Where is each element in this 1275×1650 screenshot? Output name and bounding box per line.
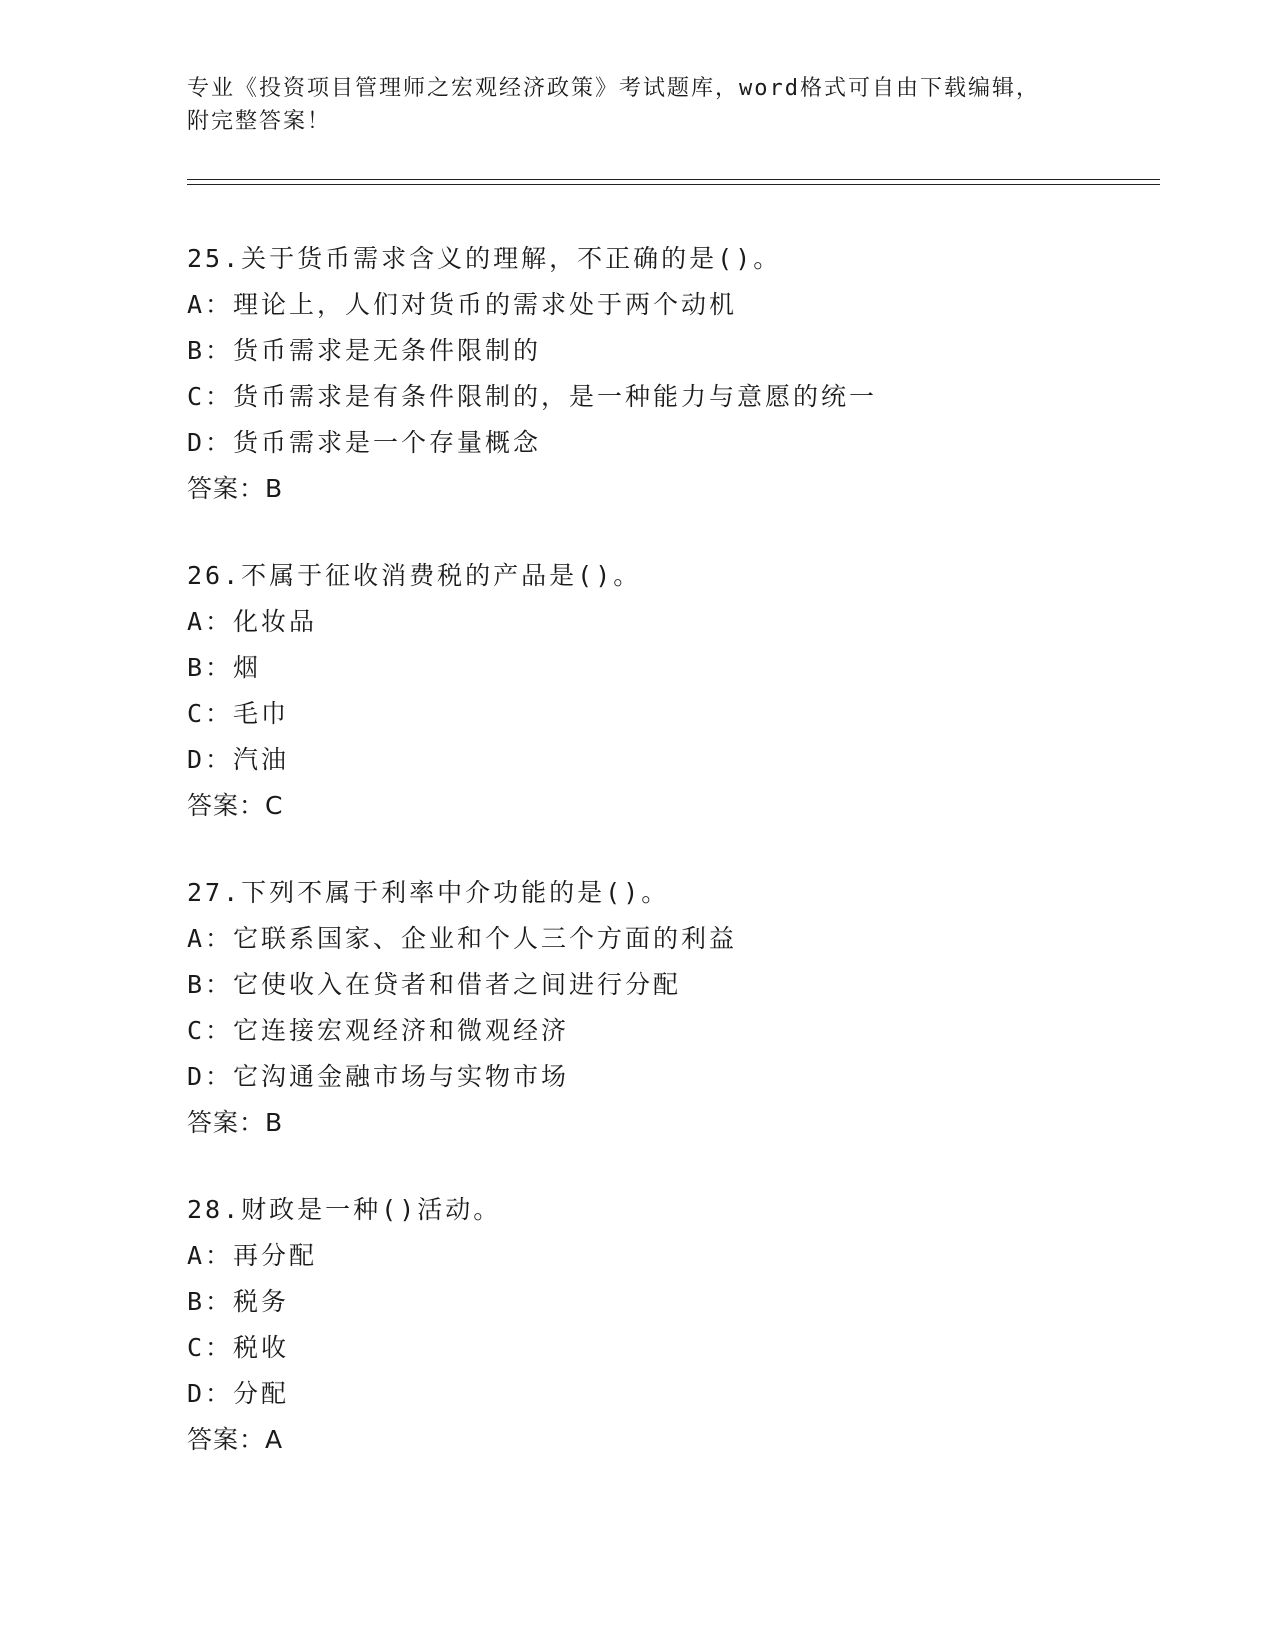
option-c: C：货币需求是有条件限制的，是一种能力与意愿的统一 [187, 382, 878, 411]
option-d: D：分配 [187, 1379, 290, 1408]
option-d: D：它沟通金融市场与实物市场 [187, 1062, 570, 1091]
option-d: D：汽油 [187, 745, 290, 774]
option-b: B：税务 [187, 1287, 290, 1316]
option-a: A：再分配 [187, 1241, 318, 1270]
question-27 [187, 870, 1137, 1146]
question-28 [187, 1187, 1137, 1463]
header-divider-top [187, 179, 1160, 180]
question-26 [187, 553, 1137, 829]
answer: 答案：C [187, 791, 284, 820]
header-line-2: 附完整答案！ [187, 109, 332, 134]
header-line-1: 专业《投资项目管理师之宏观经济政策》考试题库，word格式可自由下载编辑， [187, 76, 1040, 101]
option-c: C：税收 [187, 1333, 290, 1362]
question-stem: 25.关于货币需求含义的理解，不正确的是()。 [187, 244, 782, 273]
option-b: B：它使收入在贷者和借者之间进行分配 [187, 970, 682, 999]
document-header [187, 72, 1087, 138]
option-d: D：货币需求是一个存量概念 [187, 428, 542, 457]
option-a: A：化妆品 [187, 607, 318, 636]
answer: 答案：A [187, 1425, 284, 1454]
answer: 答案：B [187, 1108, 284, 1137]
option-a: A：它联系国家、企业和个人三个方面的利益 [187, 924, 738, 953]
header-divider-bottom [187, 184, 1160, 185]
option-c: C：它连接宏观经济和微观经济 [187, 1016, 570, 1045]
question-stem: 26.不属于征收消费税的产品是()。 [187, 561, 642, 590]
option-b: B：货币需求是无条件限制的 [187, 336, 542, 365]
option-a: A：理论上，人们对货币的需求处于两个动机 [187, 290, 738, 319]
option-b: B：烟 [187, 653, 262, 682]
question-stem: 27.下列不属于利率中介功能的是()。 [187, 878, 670, 907]
question-25 [187, 236, 1137, 512]
question-stem: 28.财政是一种()活动。 [187, 1195, 502, 1224]
answer: 答案：B [187, 474, 284, 503]
option-c: C：毛巾 [187, 699, 290, 728]
